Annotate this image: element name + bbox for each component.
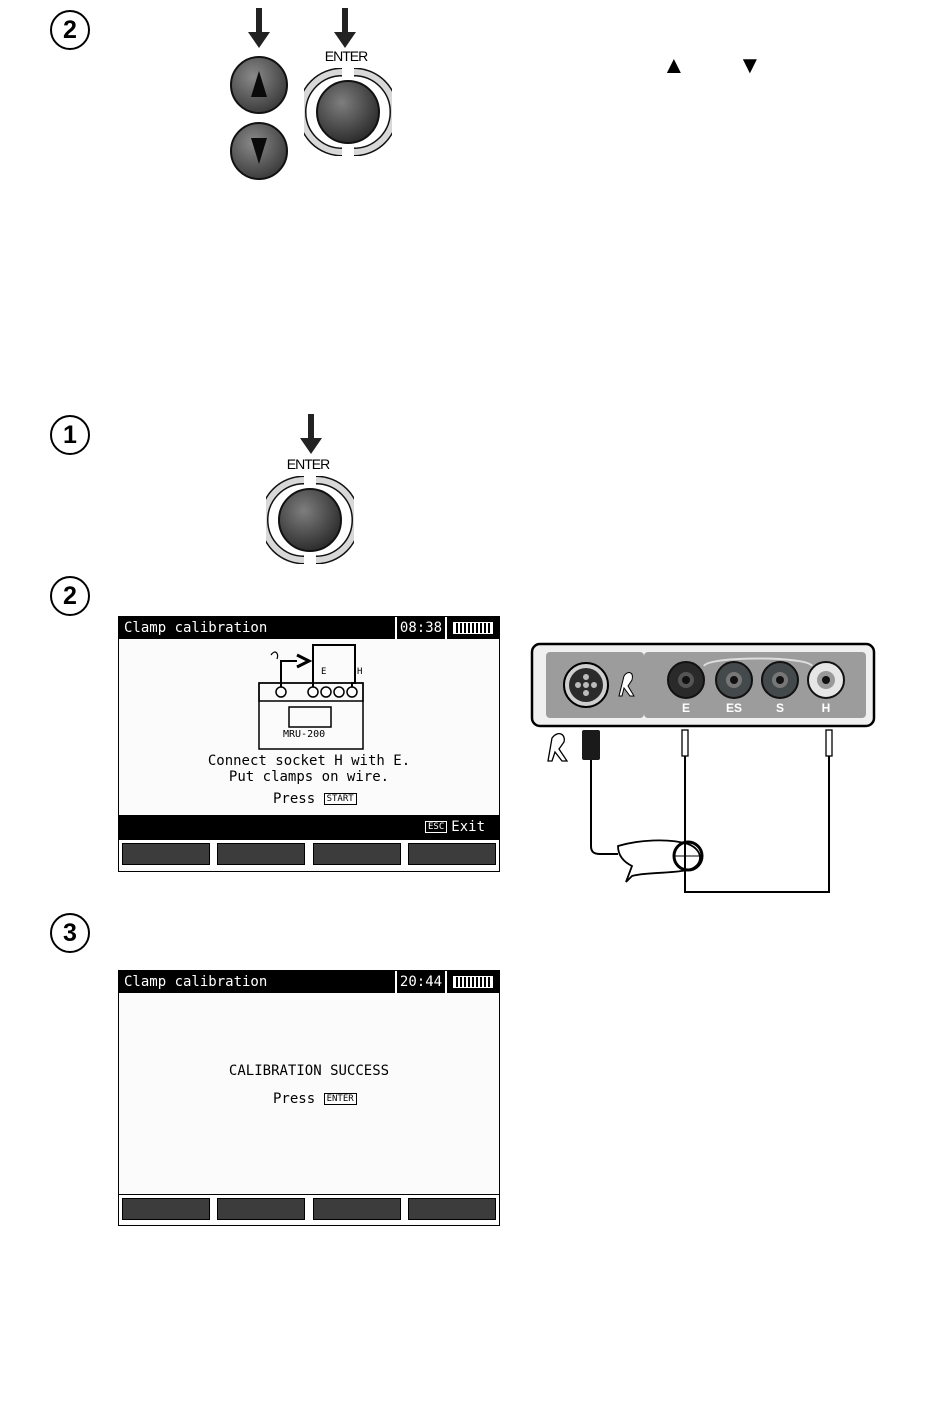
screen-body: [119, 993, 499, 1194]
arrow-down-icon: [248, 8, 270, 48]
current-clamp-icon: [618, 840, 702, 882]
up-button[interactable]: [228, 54, 290, 116]
calibration-screen-success: [118, 970, 500, 1226]
step-number-2: 2: [50, 576, 90, 616]
socket-es-icon: [716, 662, 752, 698]
screen-title: Clamp calibration: [124, 974, 268, 990]
down-button[interactable]: [228, 120, 290, 182]
instruction-line-1: Connect socket H with E.: [207, 753, 411, 769]
socket-h-label: H: [357, 667, 363, 677]
up-triangle-icon: ▲: [662, 52, 686, 79]
function-key-3[interactable]: [313, 843, 401, 865]
clamp-symbol-icon: [548, 734, 567, 761]
function-key-2[interactable]: [217, 1198, 305, 1220]
function-key-1[interactable]: [122, 843, 210, 865]
success-message: CALIBRATION SUCCESS: [228, 1063, 390, 1079]
screen-title: Clamp calibration: [124, 620, 268, 636]
socket-label-s: S: [775, 701, 785, 715]
clock: 20:44: [395, 971, 447, 993]
socket-e-label: E: [321, 667, 327, 677]
device-label: MRU-200: [283, 729, 326, 740]
instruction-line-2: Put clamps on wire.: [228, 769, 390, 785]
screen-title-bar: [119, 971, 499, 993]
function-key-3[interactable]: [313, 1198, 401, 1220]
esc-key: ESC: [425, 821, 447, 833]
socket-label-e: E: [681, 701, 691, 715]
enter-button[interactable]: [266, 476, 354, 564]
function-key-4[interactable]: [408, 843, 496, 865]
start-key: START: [324, 793, 357, 805]
press-label: Press: [273, 1091, 316, 1107]
socket-label-es: ES: [725, 701, 743, 715]
press-label: Press: [273, 791, 316, 807]
calibration-screen-connect: [118, 616, 500, 872]
function-keys: [119, 839, 499, 868]
function-key-2[interactable]: [217, 843, 305, 865]
test-wire: [685, 756, 829, 892]
step-number-2-top: 2: [50, 10, 90, 50]
battery-icon: [447, 617, 499, 639]
enter-button[interactable]: [304, 68, 392, 156]
function-key-4[interactable]: [408, 1198, 496, 1220]
probe-e-icon: [682, 730, 688, 756]
step-number-3: 3: [50, 913, 90, 953]
down-triangle-icon: ▼: [738, 52, 762, 79]
screen-title-bar: [119, 617, 499, 639]
enter-button-label: ENTER: [286, 456, 330, 472]
press-start-line: [273, 791, 357, 807]
socket-e-icon: [668, 662, 704, 698]
enter-button-label: ENTER: [324, 48, 368, 64]
meter-panel-illustration: [528, 640, 878, 902]
clamp-plug: [582, 730, 600, 760]
clamp-socket-icon: [564, 663, 608, 707]
battery-icon: [447, 971, 499, 993]
enter-key: ENTER: [324, 1093, 357, 1105]
press-enter-line: [273, 1091, 357, 1107]
socket-label-h: H: [821, 701, 831, 715]
screen-body: [119, 639, 499, 815]
clock: 08:38: [395, 617, 447, 639]
screen-status-bar: [119, 815, 499, 839]
exit-label[interactable]: Exit: [451, 819, 485, 835]
function-keys: [119, 1194, 499, 1223]
socket-s-icon: [762, 662, 798, 698]
probe-h-icon: [826, 730, 832, 756]
step-number-1: 1: [50, 415, 90, 455]
function-key-1[interactable]: [122, 1198, 210, 1220]
arrow-down-icon: [300, 414, 322, 454]
arrow-down-icon: [334, 8, 356, 48]
socket-h-icon: [808, 662, 844, 698]
